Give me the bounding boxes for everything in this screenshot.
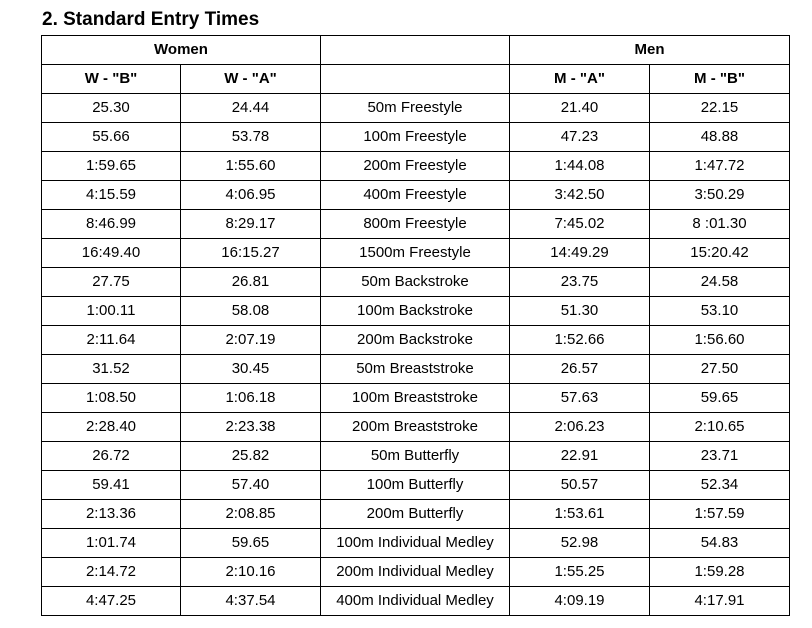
cell-men-a: 57.63	[510, 384, 650, 413]
column-header-row	[42, 65, 790, 94]
cell-men-a: 1:52.66	[510, 326, 650, 355]
cell-men-b: 52.34	[650, 471, 790, 500]
cell-women-b: 2:11.64	[42, 326, 181, 355]
cell-event: 800m Freestyle	[321, 210, 510, 239]
cell-women-a: 8:29.17	[181, 210, 321, 239]
cell-men-a: 26.57	[510, 355, 650, 384]
cell-men-b: 8 :01.30	[650, 210, 790, 239]
cell-men-b: 24.58	[650, 268, 790, 297]
cell-men-a: 1:53.61	[510, 500, 650, 529]
table-row	[42, 355, 790, 384]
cell-men-b: 1:47.72	[650, 152, 790, 181]
cell-men-b: 53.10	[650, 297, 790, 326]
group-header-row	[42, 36, 790, 65]
cell-men-b: 15:20.42	[650, 239, 790, 268]
cell-men-a: 52.98	[510, 529, 650, 558]
cell-men-a: 22.91	[510, 442, 650, 471]
cell-women-a: 24.44	[181, 94, 321, 123]
table-row	[42, 471, 790, 500]
cell-women-a: 57.40	[181, 471, 321, 500]
cell-women-b: 4:15.59	[42, 181, 181, 210]
cell-men-b: 54.83	[650, 529, 790, 558]
cell-women-a: 58.08	[181, 297, 321, 326]
cell-men-a: 7:45.02	[510, 210, 650, 239]
cell-women-b: 55.66	[42, 123, 181, 152]
cell-event: 400m Individual Medley	[321, 587, 510, 616]
cell-women-b: 1:00.11	[42, 297, 181, 326]
cell-men-b: 27.50	[650, 355, 790, 384]
cell-women-a: 30.45	[181, 355, 321, 384]
men-group-header: Men	[510, 36, 790, 65]
cell-women-b: 25.30	[42, 94, 181, 123]
cell-women-b: 2:14.72	[42, 558, 181, 587]
cell-women-b: 1:01.74	[42, 529, 181, 558]
table-row	[42, 413, 790, 442]
table-row	[42, 500, 790, 529]
cell-event: 200m Freestyle	[321, 152, 510, 181]
cell-men-a: 3:42.50	[510, 181, 650, 210]
cell-men-b: 48.88	[650, 123, 790, 152]
cell-men-a: 2:06.23	[510, 413, 650, 442]
section-title: 2. Standard Entry Times	[42, 9, 260, 30]
cell-event: 200m Individual Medley	[321, 558, 510, 587]
cell-women-b: 31.52	[42, 355, 181, 384]
table-row	[42, 181, 790, 210]
cell-event: 100m Backstroke	[321, 297, 510, 326]
cell-event: 400m Freestyle	[321, 181, 510, 210]
cell-event: 100m Butterfly	[321, 471, 510, 500]
table-row	[42, 442, 790, 471]
cell-women-b: 16:49.40	[42, 239, 181, 268]
table-row	[42, 152, 790, 181]
entry-times-body	[42, 94, 790, 616]
cell-men-b: 22.15	[650, 94, 790, 123]
cell-men-a: 47.23	[510, 123, 650, 152]
cell-women-a: 53.78	[181, 123, 321, 152]
cell-event: 50m Backstroke	[321, 268, 510, 297]
cell-women-a: 4:37.54	[181, 587, 321, 616]
cell-women-a: 59.65	[181, 529, 321, 558]
table-row	[42, 558, 790, 587]
cell-men-a: 14:49.29	[510, 239, 650, 268]
cell-event: 100m Breaststroke	[321, 384, 510, 413]
event-group-header	[321, 36, 510, 65]
cell-women-b: 2:13.36	[42, 500, 181, 529]
table-row	[42, 529, 790, 558]
cell-women-a: 1:55.60	[181, 152, 321, 181]
cell-women-b: 4:47.25	[42, 587, 181, 616]
cell-men-a: 51.30	[510, 297, 650, 326]
entry-times-table	[41, 35, 790, 616]
header-women-b: W - "B"	[42, 65, 181, 94]
cell-men-b: 2:10.65	[650, 413, 790, 442]
cell-event: 100m Individual Medley	[321, 529, 510, 558]
cell-women-a: 25.82	[181, 442, 321, 471]
cell-women-b: 2:28.40	[42, 413, 181, 442]
cell-women-a: 26.81	[181, 268, 321, 297]
cell-event: 50m Breaststroke	[321, 355, 510, 384]
table-row	[42, 384, 790, 413]
cell-men-a: 21.40	[510, 94, 650, 123]
table-row	[42, 123, 790, 152]
cell-women-a: 16:15.27	[181, 239, 321, 268]
cell-women-a: 4:06.95	[181, 181, 321, 210]
cell-men-a: 1:55.25	[510, 558, 650, 587]
cell-men-a: 23.75	[510, 268, 650, 297]
table-row	[42, 94, 790, 123]
cell-event: 50m Freestyle	[321, 94, 510, 123]
cell-women-b: 8:46.99	[42, 210, 181, 239]
cell-women-a: 2:07.19	[181, 326, 321, 355]
header-men-a: M - "A"	[510, 65, 650, 94]
cell-men-a: 1:44.08	[510, 152, 650, 181]
cell-women-b: 59.41	[42, 471, 181, 500]
cell-men-a: 4:09.19	[510, 587, 650, 616]
cell-men-b: 1:59.28	[650, 558, 790, 587]
women-group-header: Women	[42, 36, 321, 65]
cell-men-b: 23.71	[650, 442, 790, 471]
cell-men-b: 1:57.59	[650, 500, 790, 529]
cell-event: 50m Butterfly	[321, 442, 510, 471]
cell-event: 200m Backstroke	[321, 326, 510, 355]
cell-women-b: 26.72	[42, 442, 181, 471]
cell-event: 200m Butterfly	[321, 500, 510, 529]
cell-men-b: 3:50.29	[650, 181, 790, 210]
table-row	[42, 239, 790, 268]
cell-women-a: 2:23.38	[181, 413, 321, 442]
table-row	[42, 587, 790, 616]
table-row	[42, 297, 790, 326]
cell-men-b: 4:17.91	[650, 587, 790, 616]
cell-women-a: 1:06.18	[181, 384, 321, 413]
cell-women-b: 27.75	[42, 268, 181, 297]
cell-men-b: 59.65	[650, 384, 790, 413]
table-row	[42, 210, 790, 239]
header-men-b: M - "B"	[650, 65, 790, 94]
table-row	[42, 268, 790, 297]
header-women-a: W - "A"	[181, 65, 321, 94]
cell-women-b: 1:59.65	[42, 152, 181, 181]
cell-women-a: 2:10.16	[181, 558, 321, 587]
cell-men-a: 50.57	[510, 471, 650, 500]
cell-women-b: 1:08.50	[42, 384, 181, 413]
header-event	[321, 65, 510, 94]
cell-women-a: 2:08.85	[181, 500, 321, 529]
cell-event: 1500m Freestyle	[321, 239, 510, 268]
cell-event: 100m Freestyle	[321, 123, 510, 152]
cell-event: 200m Breaststroke	[321, 413, 510, 442]
table-row	[42, 326, 790, 355]
cell-men-b: 1:56.60	[650, 326, 790, 355]
